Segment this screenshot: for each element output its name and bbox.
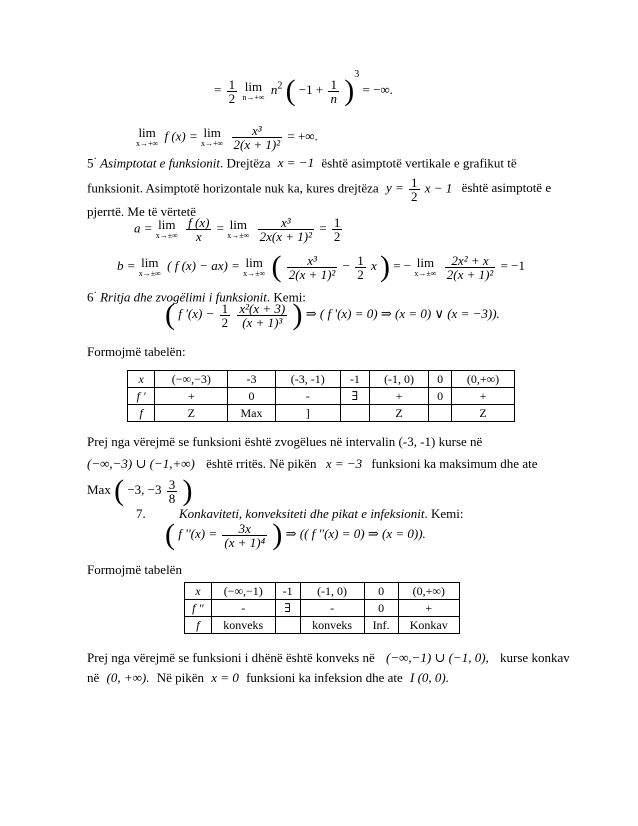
expr-fraction: $\frac{\text{x²(x + 3)}}{\text{(x + 1)³}}$ (239, 300, 286, 330)
formojme-label-1: Formojmë tabelën: (87, 344, 186, 359)
result-fraction: $\frac{1}{2}$ (333, 215, 341, 244)
fraction: $\frac{\text{x³}}{\text{2x(x + 1)²}}$ (259, 215, 312, 244)
result: = −∞. (362, 81, 393, 97)
section-title: Rritja dhe zvogëlimi i funksionit (100, 289, 267, 305)
result: = −1 (500, 257, 526, 273)
limit-operator: lim x→+∞ (136, 125, 159, 148)
inner-term: −1 + (298, 81, 324, 97)
section-6-heading: 6· Rritja dhe zvogëlimi i funksionit. Kemi: (87, 288, 306, 305)
maximum-point: Max ( −3, −3 $\frac{3}{8}$ ) (87, 474, 193, 507)
section-5-line-1: 5· Asimptotat e funksionit. Drejtëza x = −1 është asimptotë vertikale e grafikut të (87, 154, 517, 171)
eq-fsecond: ( f ''(x) = $\frac{3x}{\text{(x + 1)⁴}}$ ) ⇒ (( f ''(x) = 0) ⇒ (x = 0)). (165, 518, 426, 551)
paragraph-1-line-1: Prej nga vërejmë se funksioni është zvogëlues në intervalin (-3, -1) kurse në (87, 434, 483, 449)
table-row: f '' - ∃ - 0 + (185, 600, 460, 617)
formojme-label-2: Formojmë tabelën (87, 562, 182, 577)
fx-over-x: $\frac{f (x)}{x}$ (188, 215, 210, 244)
section-7-heading: 7. Konkaviteti, konveksiteti dhe pikat e infeksionit. Kemi: (136, 506, 464, 521)
table-row: f konveks konveks Inf. Konkav (185, 617, 460, 634)
paragraph-2-line-2: në (0, +∞). Në pikën x = 0 funksioni ka infeksion dhe ate I (0, 0). (87, 670, 450, 685)
table-row: x (−∞,−3) -3 (-3, -1) -1 (-1, 0) 0 (0,+∞) (128, 371, 515, 388)
asymptote-fraction: $\frac{1}{2}$ (411, 175, 418, 204)
half-fraction: $\frac{1}{2}$ (228, 76, 236, 106)
limit-operator-2: lim x→±∞ (227, 217, 250, 240)
monotonicity-table (127, 370, 515, 422)
limit-operator: lim x→±∞ (138, 254, 161, 278)
term-1: $\frac{\text{x³}}{\text{2(x + 1)²}}$ (288, 252, 336, 282)
paragraph-2-line-1: Prej nga vërejmë se funksioni i dhënë është konveks në (−∞,−1) ∪ (−1, 0), kurse konkav (87, 650, 570, 665)
term-3: $\frac{\text{2x² + x}}{\text{2(x + 1)²}}$ (446, 252, 494, 282)
eq-fprime: ( f '(x) − $\frac{1}{2}$ $\frac{\text{x²(x + 3)}}{\text{(x + 1)³}}$ ) ⇒ ( f '(x) = 0) ⇒ (x = 0) ∨ (x = −3)). (165, 298, 500, 331)
concavity-table (184, 582, 460, 634)
eq-limit-n: = $\frac{1}{2}$ lim n→+∞ $n^2$ ( −1 + $\frac{1}{n}$ )$^3$ = −∞. (214, 68, 393, 107)
result: = +∞. (287, 128, 318, 144)
eq-limit-x: lim x→+∞ f (x) = lim x→+∞ $\frac{\text{x³}}{\text{2(x + 1)²}}$ = +∞. (136, 123, 318, 152)
eq-b: b = lim x→±∞ ( f (x) − ax) = lim x→±∞ ( $\frac{\text{x³}}{\text{2(x + 1)²}}$ − $\frac{1}{2}$ x ) = − lim x→±∞ $\frac{\text{2x² + x}}{\text{2(x + 1)²}}$ = −1 (117, 250, 526, 283)
fraction: $\frac{\text{x³}}{\text{2(x + 1)²}}$ (233, 123, 281, 152)
table-row: f ' + 0 - ∃ + 0 + (128, 388, 515, 405)
eq-a: a = lim x→±∞ $\frac{f (x)}{x}$ = lim x→±∞ $\frac{\text{x³}}{\text{2x(x + 1)²}}$ = $\frac{1}{2}$ (134, 215, 341, 244)
section-5-line-2: funksionit. Asimptotë horizontale nuk ka, kures drejtëza y = $\frac{1}{2}$ x − 1 është asimptotë e (87, 175, 552, 204)
section-title: Konkaviteti, konveksiteti dhe pikat e infeksionit (179, 506, 425, 521)
max-fraction: $\frac{3}{8}$ (168, 476, 176, 506)
second-derivative-fraction: $\frac{3x}{\text{(x + 1)⁴}}$ (224, 520, 266, 550)
inner-fraction: $\frac{1}{n}$ (330, 76, 337, 106)
section-title: Asimptotat e funksionit (100, 155, 220, 171)
limit-operator-3: lim x→±∞ (414, 254, 437, 278)
table-row: x (−∞,−1) -1 (-1, 0) 0 (0,+∞) (185, 583, 460, 600)
limit-operator-2: lim x→+∞ (201, 125, 224, 148)
section-5-line-3: pjerrtë. Me të vërtetë (87, 204, 196, 219)
limit-operator-2: lim x→±∞ (243, 254, 266, 278)
coef-fraction: $\frac{1}{2}$ (221, 300, 229, 330)
term-2: $\frac{1}{2}$ (357, 252, 364, 282)
paragraph-1-line-2: (−∞,−3) ∪ (−1,+∞) është rritës. Në pikën x = −3 funksioni ka maksimum dhe ate (87, 456, 538, 471)
table-row: f Z Max ] Z Z (128, 405, 515, 422)
limit-operator: lim x→±∞ (155, 217, 178, 240)
limit-operator: lim n→+∞ (242, 78, 265, 102)
eq-sign: = (214, 81, 222, 97)
